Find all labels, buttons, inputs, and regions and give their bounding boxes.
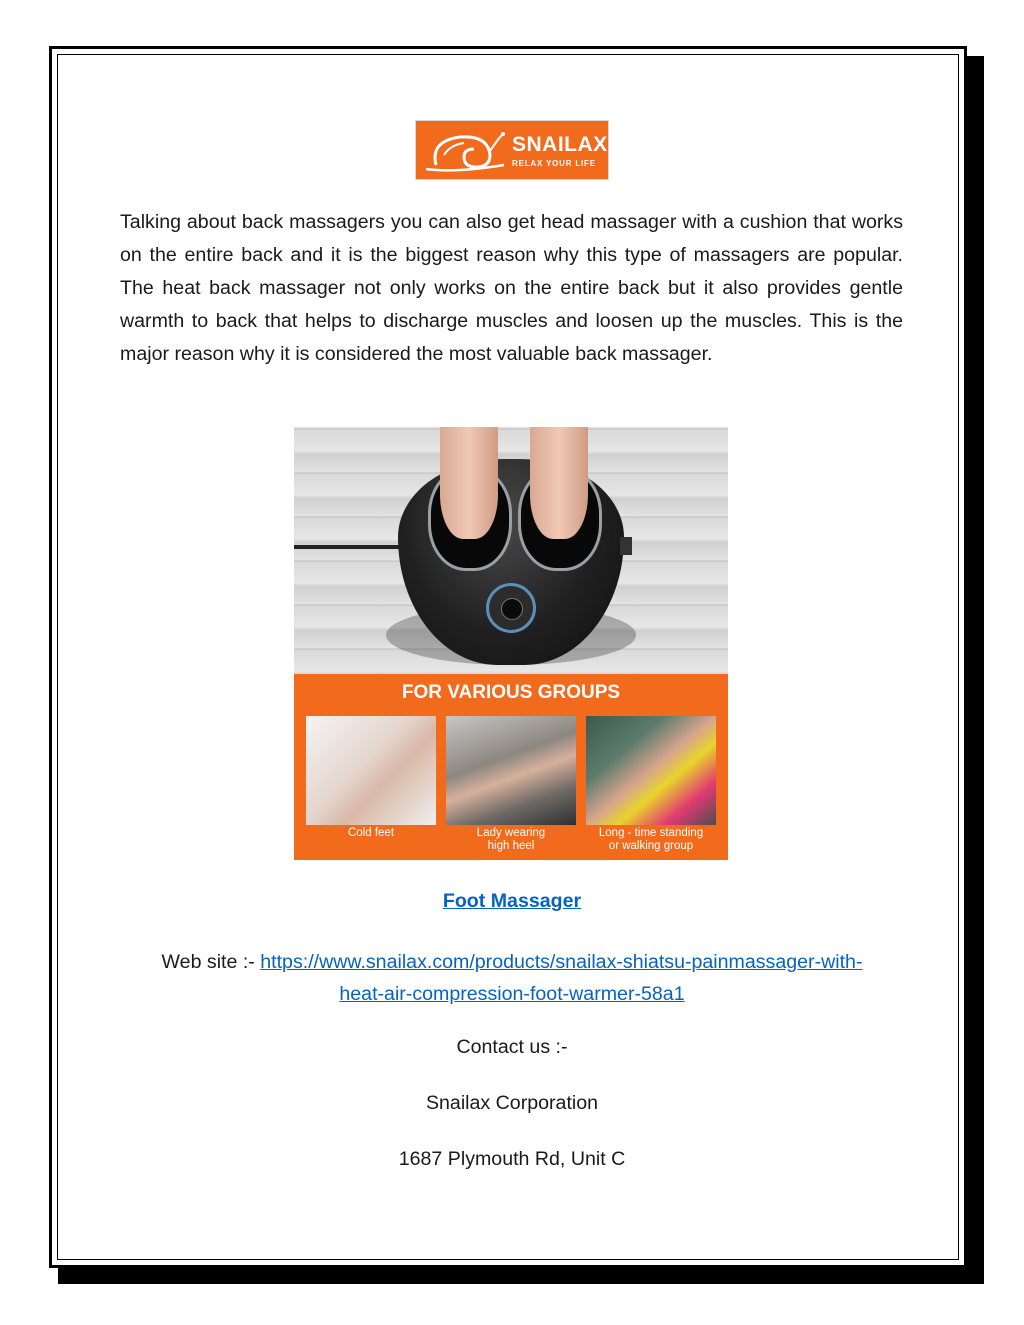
side-handle [620, 537, 632, 555]
logo-tagline: RELAX YOUR LIFE [512, 159, 596, 168]
caption-cold-feet: Cold feet [347, 827, 395, 839]
foot-massager-link[interactable]: Foot Massager [442, 890, 582, 912]
right-leg [530, 427, 588, 539]
company-address: 1687 Plymouth Rd, Unit C [398, 1148, 626, 1170]
standing-walking-photo [586, 716, 716, 825]
left-leg [440, 427, 498, 539]
contact-label: Contact us :- [456, 1036, 568, 1058]
website-label: Web site :- [161, 951, 261, 973]
power-dial-icon [486, 583, 536, 633]
logo-brand-name: SNAILAX [512, 133, 608, 156]
product-image [294, 427, 728, 860]
website-url-link[interactable]: https://www.snailax.com/products/snailax-shiatsu-painmassager-with-heat-air-compression-foot-warmer-58a1 [260, 951, 863, 1005]
power-cable [294, 545, 402, 549]
cold-feet-photo [306, 716, 436, 825]
banner-title: FOR VARIOUS GROUPS [401, 682, 621, 703]
article-paragraph: Talking about back massagers you can also get head massager with a cushion that works on the entire back and it is the biggest reason why this type of massagers are popular. The heat back massager not only works on the entire back but it also provides gentle warmth to back that helps to discharge muscles and loosen up the muscles. This is the major reason why it is considered the most valuable back massager. [120, 211, 903, 365]
various-groups-banner [294, 674, 728, 860]
caption-high-heel: Lady wearing high heel [476, 827, 546, 852]
caption-standing-walking: Long - time standing or walking group [598, 827, 704, 852]
foot-massager-photo [294, 427, 728, 674]
website-line [140, 946, 884, 1010]
snailax-logo [415, 120, 609, 180]
high-heel-photo [446, 716, 576, 825]
company-name: Snailax Corporation [425, 1092, 599, 1114]
